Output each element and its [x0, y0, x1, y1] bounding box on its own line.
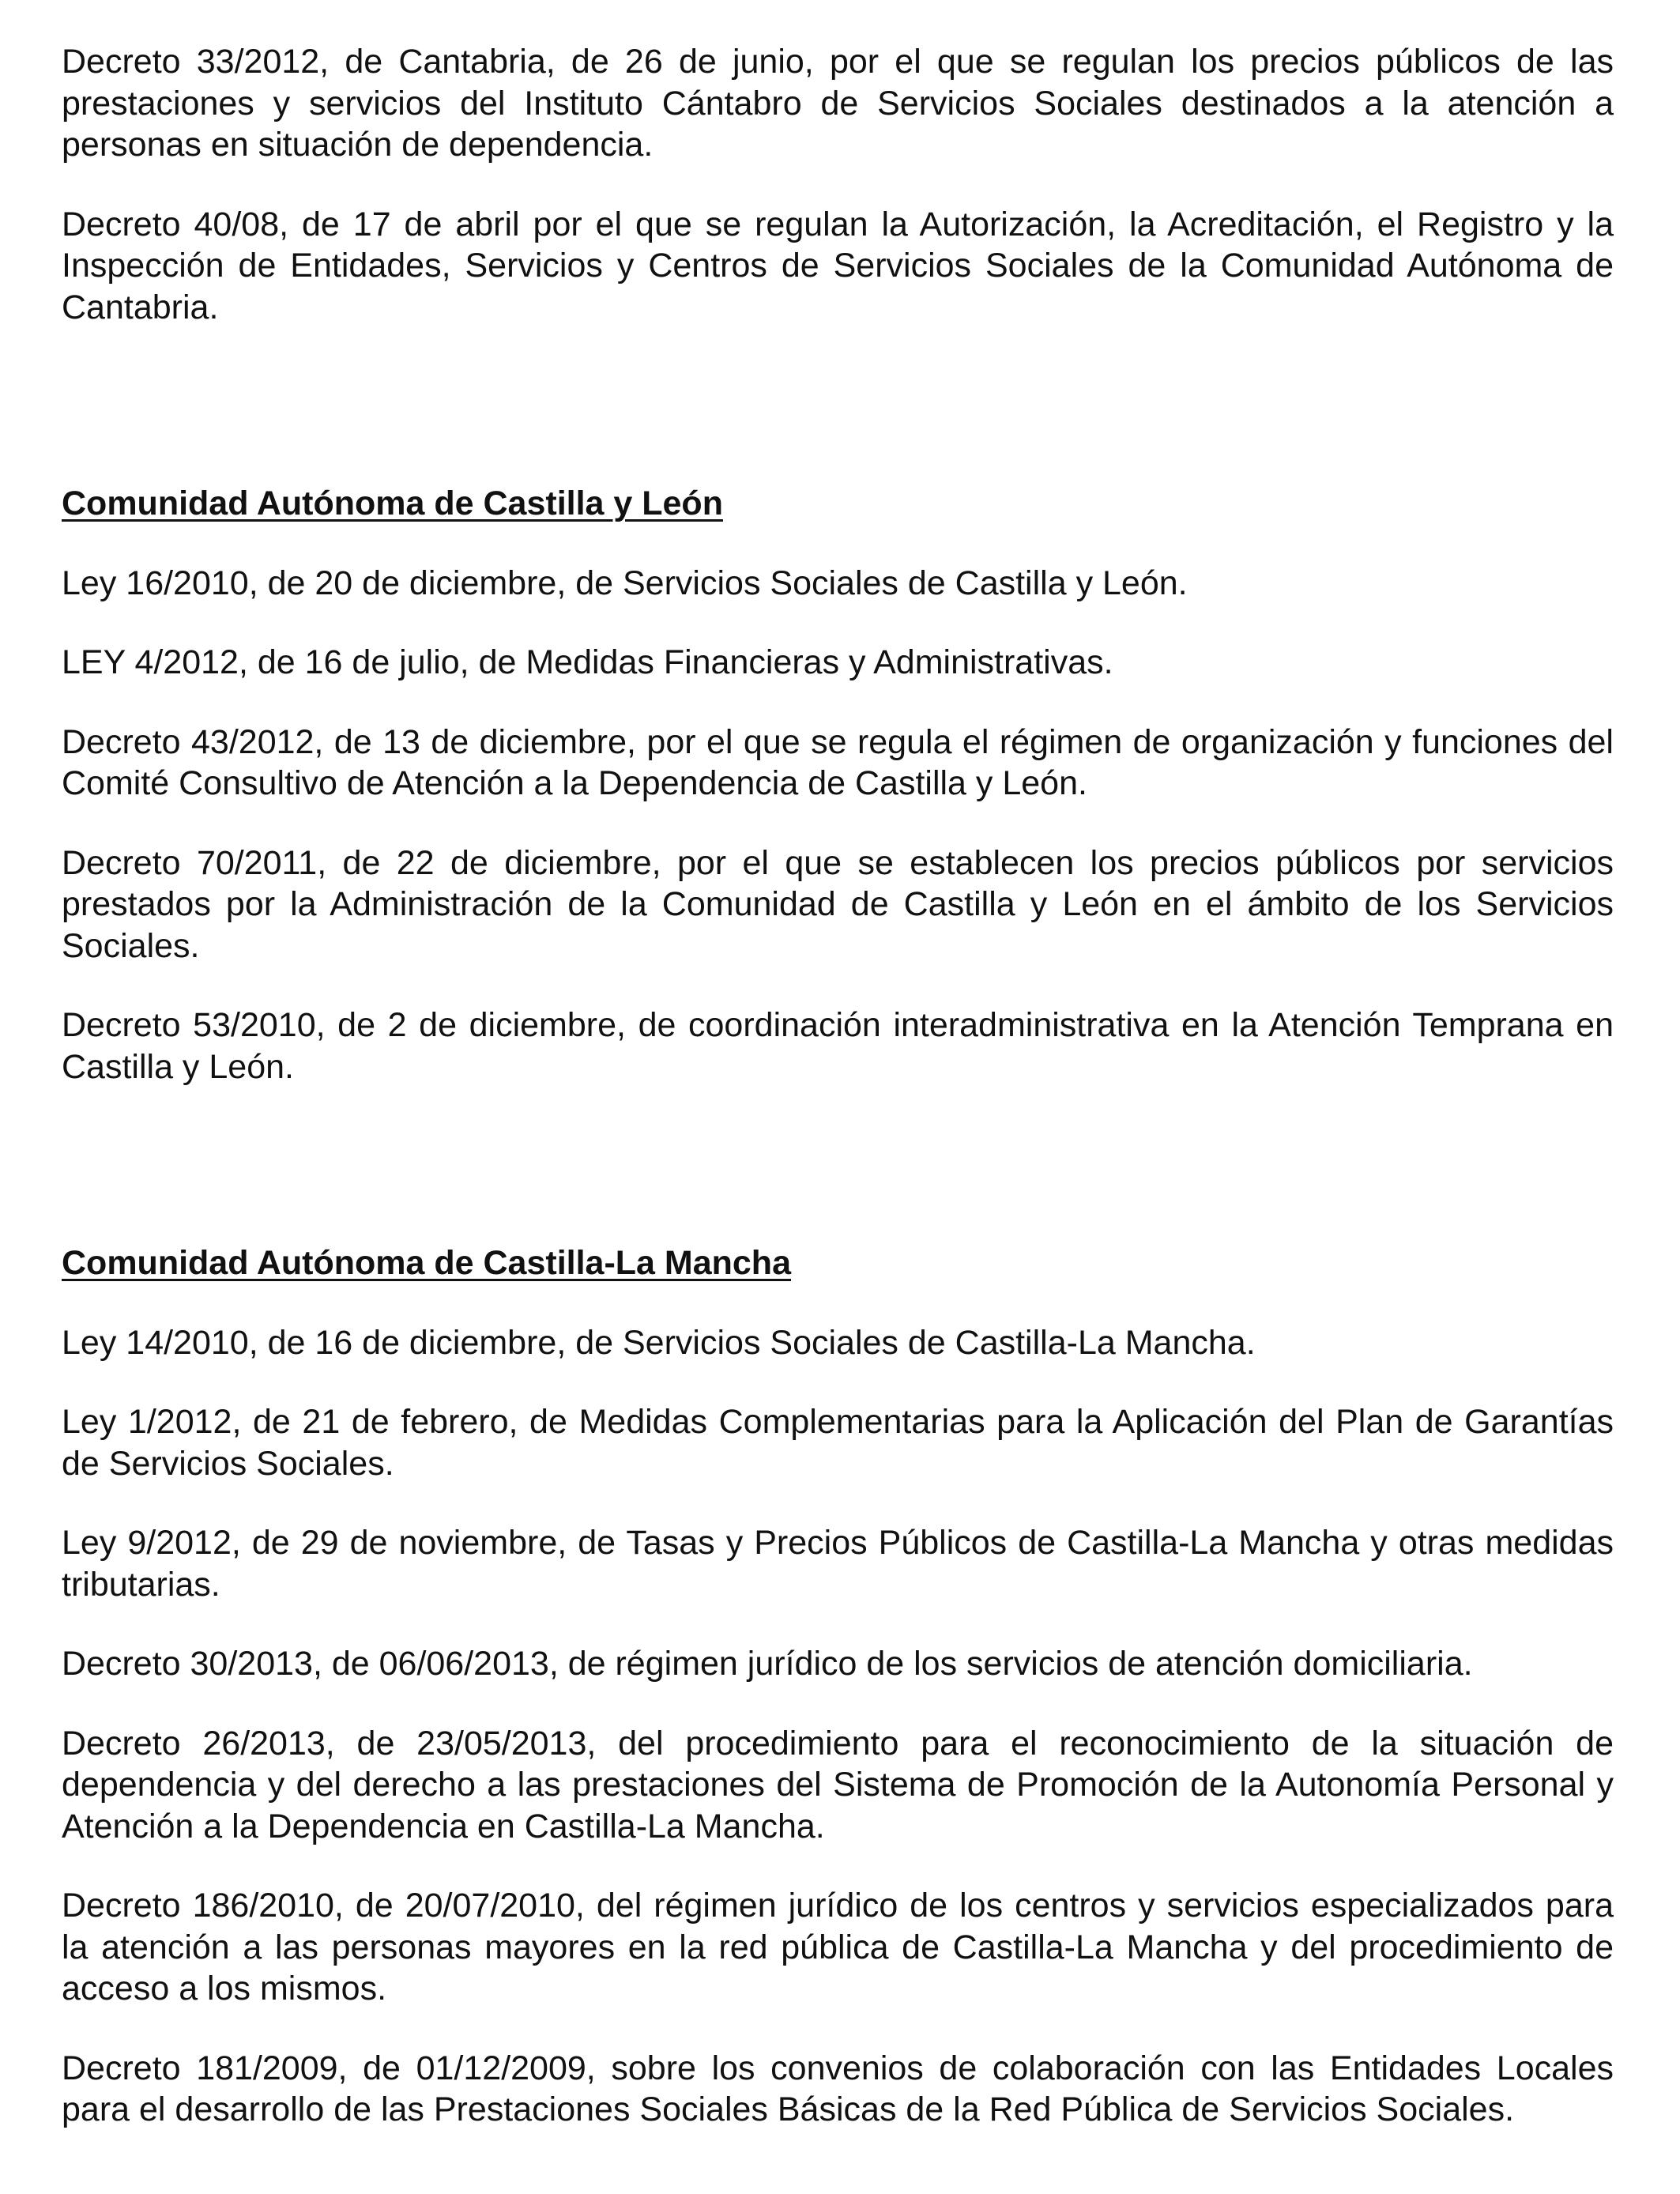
paragraph-decreto-40-08: Decreto 40/08, de 17 de abril por el que se regulan la Autorización, la Acreditación, el Registro y la Inspección de Entidades, Servicios y Centros de Servicios Sociales de la Comunidad Autónoma de Cantabria. — [62, 205, 1614, 326]
document-page — [62, 41, 1614, 2169]
section-heading-castilla-leon: Comunidad Autónoma de Castilla y León — [62, 484, 723, 522]
section-castilla-leon — [62, 483, 1614, 1088]
paragraph-ley-16-2010: Ley 16/2010, de 20 de diciembre, de Servicios Sociales de Castilla y León. — [62, 564, 1188, 602]
paragraph-ley-1-2012: Ley 1/2012, de 21 de febrero, de Medidas Complementarias para la Aplicación del Plan de Garantías de Servicios Sociales. — [62, 1403, 1614, 1483]
paragraph-decreto-53-2010: Decreto 53/2010, de 2 de diciembre, de coordinación interadministrativa en la Atención Temprana en Castilla y León. — [62, 1006, 1614, 1086]
paragraph-ley-4-2012: LEY 4/2012, de 16 de julio, de Medidas Financieras y Administrativas. — [62, 643, 1113, 681]
paragraph-decreto-70-2011: Decreto 70/2011, de 22 de diciembre, por el que se establecen los precios públicos por servicios prestados por la Administración de la Comunidad de Castilla y León en el ámbito de los Servicios Sociales. — [62, 843, 1614, 965]
paragraph-decreto-26-2013: Decreto 26/2013, de 23/05/2013, del procedimiento para el reconocimiento de la situación de dependencia y del derecho a las prestaciones del Sistema de Promoción de la Autonomía Personal y Atención a la Dependencia en Castilla-La Mancha. — [62, 1724, 1614, 1845]
paragraph-decreto-43-2012: Decreto 43/2012, de 13 de diciembre, por el que se regula el régimen de organización y funciones del Comité Consultivo de Atención a la Dependencia de Castilla y León. — [62, 722, 1614, 802]
paragraph-decreto-181-2009: Decreto 181/2009, de 01/12/2009, sobre los convenios de colaboración con las Entidades Locales para el desarrollo de las Prestaciones Sociales Básicas de la Red Pública de Servicios Sociales. — [62, 2049, 1614, 2128]
paragraph-decreto-33-2012: Decreto 33/2012, de Cantabria, de 26 de junio, por el que se regulan los precios públicos de las prestaciones y servicios del Instituto Cántabro de Servicios Sociales destinados a la atención a personas en situación de dependencia. — [62, 43, 1614, 164]
section-spacer — [62, 366, 1614, 483]
section-heading-castilla-la-mancha: Comunidad Autónoma de Castilla-La Mancha — [62, 1244, 791, 1282]
section-spacer — [62, 1125, 1614, 1242]
paragraph-ley-9-2012: Ley 9/2012, de 29 de noviembre, de Tasas y Precios Públicos de Castilla-La Mancha y otras medidas tributarias. — [62, 1524, 1614, 1604]
paragraph-ley-14-2010: Ley 14/2010, de 16 de diciembre, de Servicios Sociales de Castilla-La Mancha. — [62, 1323, 1256, 1362]
paragraph-decreto-30-2013: Decreto 30/2013, de 06/06/2013, de régimen jurídico de los servicios de atención domiciliaria. — [62, 1645, 1473, 1683]
paragraph-decreto-186-2010: Decreto 186/2010, de 20/07/2010, del régimen jurídico de los centros y servicios especializados para la atención a las personas mayores en la red pública de Castilla-La Mancha y del procedimiento de acceso a los mismos. — [62, 1887, 1614, 2007]
section-castilla-la-mancha — [62, 1242, 1614, 2131]
